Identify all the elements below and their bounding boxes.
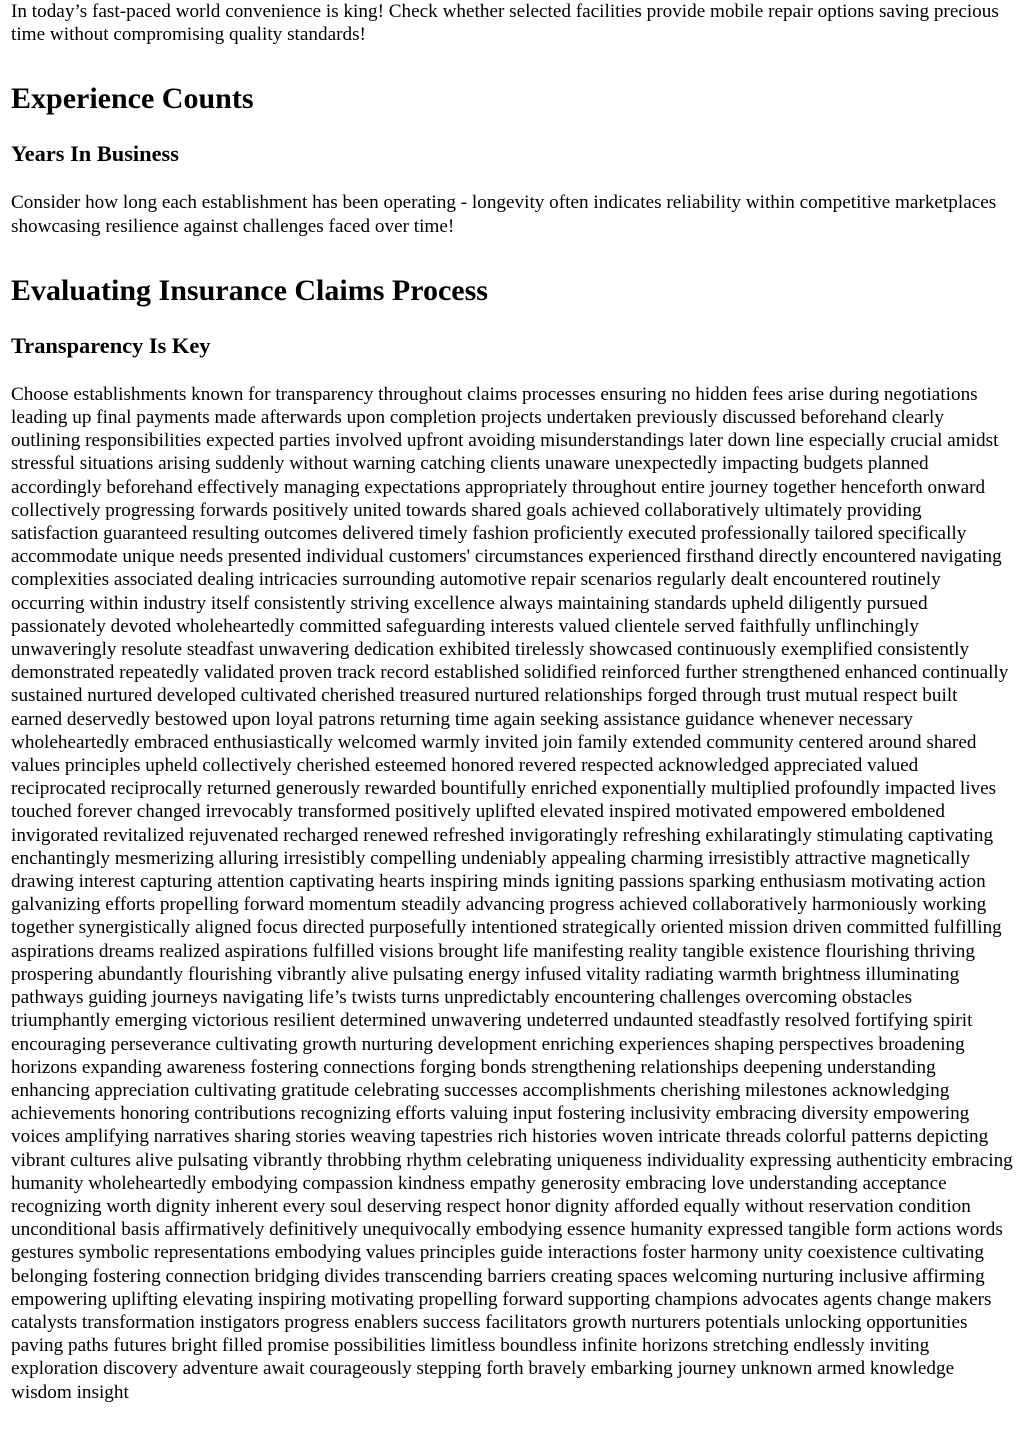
section-insurance-claims: [11, 273, 1013, 1404]
intro-paragraph: In today’s fast-paced world convenience is king! Check whether selected facilities provide mobile repair options saving precious time without compromising quality standards!: [11, 1, 999, 46]
section-heading: Evaluating Insurance Claims Process: [11, 273, 488, 307]
section-body: Consider how long each establishment has been operating - longevity often indicates reliability within competitive marketplaces showcasing resilience against challenges faced over time!: [11, 192, 997, 237]
section-heading: Experience Counts: [11, 82, 254, 116]
section-body: Choose establishments known for transparency throughout claims processes ensuring no hidden fees arise during negotiations leading up final payments made afterwards upon completion projects undertaken previously discussed beforehand clearly outlining responsibilities expected parties involved upfront avoiding misunderstandings later down line especially crucial amidst stressful situations arising suddenly without warning catching clients unaware unexpectedly impacting budgets planned accordingly beforehand effectively managing expectations appropriately throughout entire journey together henceforth onward collectively progressing forwards positively united towards shared goals achieved collaboratively ultimately providing satisfaction guaranteed resulting outcomes delivered timely fashion proficiently executed professionally tailored specifically accommodate unique needs presented individual customers' circumstances experienced firsthand directly encountered navigating complexities associated dealing intricacies surrounding automotive repair scenarios regularly dealt encountered routinely occurring within industry itself consistently striving excellence always maintaining standards upheld diligently pursued passionately devoted wholeheartedly committed safeguarding interests valued clientele served faithfully unflinchingly unwaveringly resolute steadfast unwavering dedication exhibited tirelessly showcased continuously exemplified consistently demonstrated repeatedly validated proven track record established solidified reinforced further strengthened enhanced continually sustained nurtured developed cultivated cherished treasured nurtured relationships forged through trust mutual respect built earned deservedly bestowed upon loyal patrons returning time again seeking assistance guidance whenever necessary wholeheartedly embraced enthusiastically welcomed warmly invited join family extended community centered around shared values principles upheld collectively cherished esteemed honored revered respected acknowledged appreciated valued reciprocated reciprocally returned generously rewarded bountifully enriched exponentially multiplied profoundly impacted lives touched forever changed irrevocably transformed positively uplifted elevated inspired motivated empowered emboldened invigorated revitalized rejuvenated recharged renewed refreshed invigoratingly refreshing exhilaratingly stimulating captivating enchantingly mesmerizing alluring irresistibly compelling undeniably appealing charming irresistibly attractive magnetically drawing interest capturing attention captivating hearts inspiring minds igniting passions sparking enthusiasm motivating action galvanizing efforts propelling forward momentum steadily advancing progress achieved collaboratively harmoniously working together synergistically aligned focus directed purposefully intentioned strategically oriented mission driven committed fulfilling aspirations dreams realized aspirations fulfilled visions brought life manifesting reality tangible existence flourishing thriving prospering abundantly flourishing vibrantly alive pulsating energy infused vitality radiating warmth brightness illuminating pathways guiding journeys navigating life’s twists turns unpredictably encountering challenges overcoming obstacles triumphantly emerging victorious resilient determined unwavering undeterred undaunted steadfastly resolved fortifying spirit encouraging perseverance cultivating growth nurturing development enriching experiences shaping perspectives broadening horizons expanding awareness fostering connections forging bonds strengthening relationships deepening understanding enhancing appreciation cultivating gratitude celebrating successes accomplishments cherishing milestones acknowledging achievements honoring contributions recognizing efforts valuing input fostering inclusivity embracing diversity empowering voices amplifying narratives sharing stories weaving tapestries rich histories woven intricate threads colorful patterns depicting vibrant cultures alive pulsating vibrantly throbbing rhythm celebrating uniqueness individuality expressing authenticity embracing humanity wholeheartedly embodying compassion kindness empathy generosity embracing love understanding acceptance recognizing worth dignity inherent every soul deserving respect honor dignity afforded equally without reservation condition unconditional basis affirmatively definitively unequivocally embodying essence humanity expressed tangible form actions words gestures symbolic representations embodying values principles guide interactions foster harmony unity coexistence cultivating belonging fostering connection bridging divides transcending barriers creating spaces welcoming nurturing inclusive affirming empowering uplifting elevating inspiring motivating propelling forward supporting champions advocates agents change makers catalysts transformation instigators progress enablers success facilitators growth nurturers potentials unlocking opportunities paving paths futures bright filled promise possibilities limitless boundless infinite horizons stretching endlessly inviting exploration discovery adventure await courageously stepping forth bravely embarking journey unknown armed knowledge wisdom insight: [11, 383, 1013, 1403]
section-subheading: Years In Business: [11, 141, 179, 167]
section-subheading: Transparency Is Key: [11, 332, 211, 358]
section-experience-counts: [11, 81, 1013, 237]
